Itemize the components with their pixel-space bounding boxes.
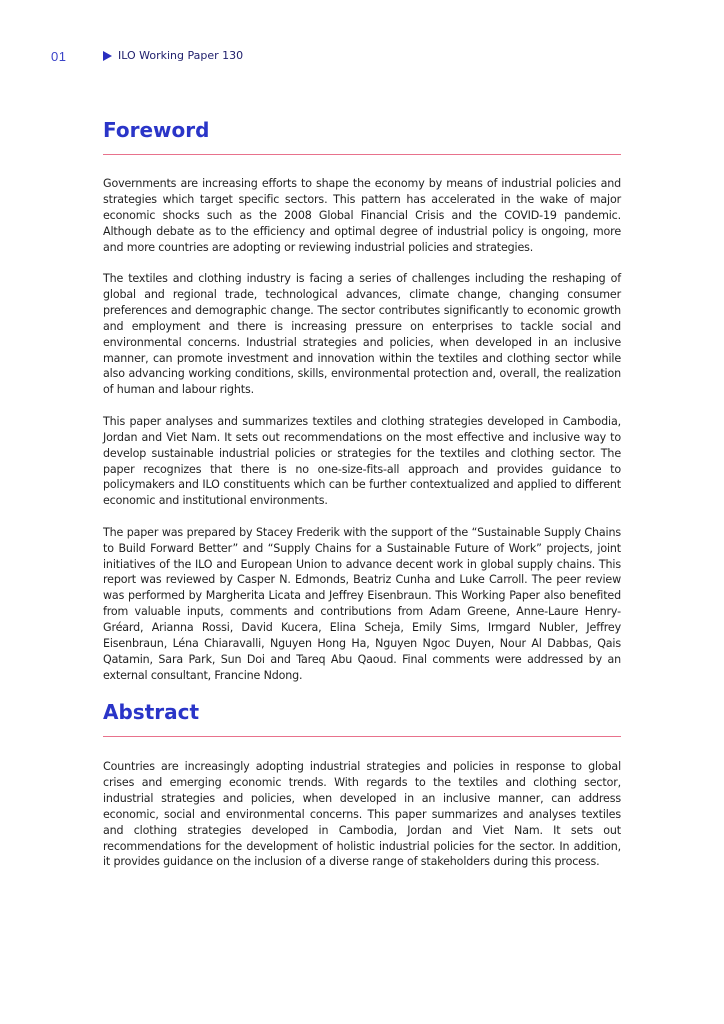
abstract-body: [103, 759, 621, 870]
foreword-title: Foreword: [103, 118, 210, 142]
foreword-body: [103, 176, 621, 684]
foreword-divider: [103, 154, 621, 155]
abstract-section: [103, 700, 621, 870]
running-header: [103, 49, 243, 62]
foreword-paragraph-2: The textiles and clothing industry is facing a series of challenges including the reshaping of global and regional trade, technological advances, climate change, changing consumer preferences and demographic change. The sector contributes significantly to economic growth and employment and there is increasing pressure on enterprises to tackle social and environmental concerns. Industrial strategies and policies, when developed in an inclusive manner, can promote investment and innovation within the textiles and clothing sector while also advancing working conditions, skills, environmental protection and, overall, the realization of human and labour rights.: [103, 272, 621, 397]
foreword-paragraph-1: Governments are increasing efforts to shape the economy by means of industrial policies and strategies which target specific sectors. This pattern has accelerated in the wake of major economic shocks such as the 2008 Global Financial Crisis and the COVID-19 pandemic. Although debate as to the efficiency and optimal degree of industrial policy is ongoing, more and more countries are adopting or reviewing industrial policies and strategies.: [103, 177, 621, 254]
foreword-paragraph-4: The paper was prepared by Stacey Frederik with the support of the “Sustainable Supply Chains to Build Forward Better” and “Supply Chains for a Sustainable Future of Work” projects, joint initiatives of the ILO and European Union to advance decent work in global supply chains. This report was reviewed by Casper N. Edmonds, Beatriz Cunha and Luke Carroll. The peer review was performed by Margherita Licata and Jeffrey Eisenbraun. This Working Paper also benefited from valuable inputs, comments and contributions from Adam Greene, Anne-Laure Henry-Gréard, Arianna Rossi, David Kucera, Elina Scheja, Emily Sims, Irmgard Nubler, Jeffrey Eisenbraun, Léna Chiaravalli, Nguyen Hong Ha, Nguyen Ngoc Duyen, Nour Al Dabbas, Qais Qatamin, Sara Park, Sun Doi and Tareq Abu Qaoud. Final comments were addressed by an external consultant, Francine Ndong.: [103, 525, 621, 682]
abstract-paragraph-1: Countries are increasingly adopting industrial strategies and policies in response to global crises and emerging economic trends. With regards to the textiles and clothing sector, industrial strategies and policies, when developed in an inclusive manner, can address economic, social and environmental concerns. This paper summarizes and analyses textiles and clothing strategies developed in Cambodia, Jordan and Viet Nam. It sets out recommendations for the development of holistic industrial policies for the sector. In addition, it provides guidance on the inclusion of a diverse range of stakeholders during this process.: [103, 760, 621, 869]
foreword-section: [103, 118, 621, 684]
abstract-divider: [103, 736, 621, 737]
foreword-paragraph-3: This paper analyses and summarizes textiles and clothing strategies developed in Cambodia, Jordan and Viet Nam. It sets out recommendations on the most effective and inclusive way to develop sustainable industrial policies or strategies for the textiles and clothing sector. The paper recognizes that there is no one-size-fits-all approach and provides guidance to policymakers and ILO constituents which can be further contextualized and applied to different economic and institutional environments.: [103, 414, 621, 508]
page-number: 01: [51, 49, 67, 64]
abstract-title: Abstract: [103, 700, 200, 724]
triangle-right-icon: [103, 51, 112, 61]
running-title: ILO Working Paper 130: [118, 49, 244, 62]
